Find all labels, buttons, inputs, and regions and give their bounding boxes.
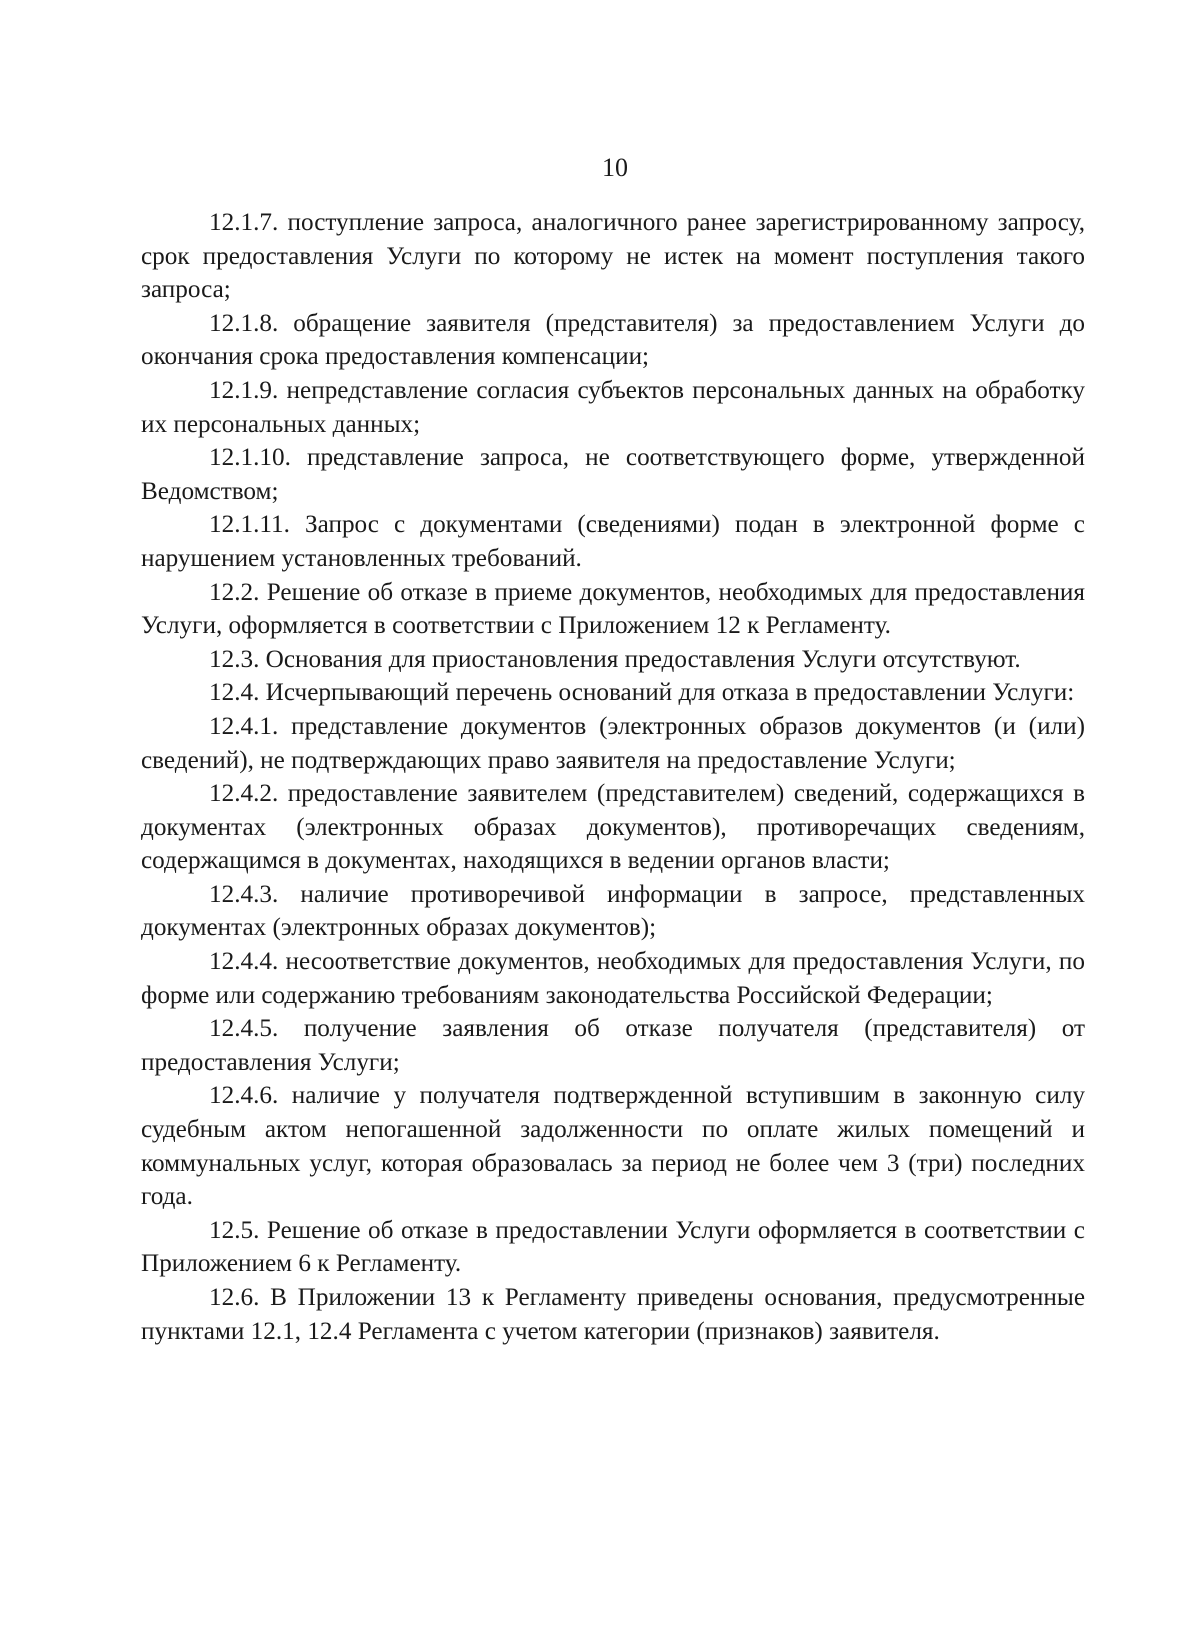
page-number: 10: [602, 153, 628, 182]
paragraph-12-4-5: 12.4.5. получение заявления об отказе получателя (представителя) от предоставления Услуги;: [141, 1015, 1085, 1076]
paragraph-12-4-1: 12.4.1. представление документов (электронных образов документов (и (или) сведений), не подтверждающих право заявителя на предоставление Услуги;: [141, 712, 1085, 774]
paragraph-12-3: 12.3. Основания для приостановления предоставления Услуги отсутствуют.: [209, 645, 1021, 673]
paragraph-12-4: 12.4. Исчерпывающий перечень оснований для отказа в предоставлении Услуги:: [209, 679, 1075, 707]
paragraph-12-1-8: 12.1.8. обращение заявителя (представителя) за предоставлением Услуги до окончания срока предоставления компенсации;: [141, 309, 1085, 371]
paragraph-12-4-4: 12.4.4. несоответствие документов, необходимых для предоставления Услуги, по форме или содержанию требованиям законодательства Российской Федерации;: [141, 948, 1085, 1009]
document-body: [141, 206, 1085, 1348]
paragraph-12-1-7: 12.1.7. поступление запроса, аналогичного ранее зарегистрированному запросу, срок предоставления Услуги по которому не истек на момент поступления такого запроса;: [141, 209, 1085, 304]
paragraph-12-1-11: 12.1.11. Запрос с документами (сведениями) подан в электронной форме с нарушением установленных требований.: [141, 511, 1085, 572]
paragraph-12-4-6: 12.4.6. наличие у получателя подтвержденной вступившим в законную силу судебным актом непогашенной задолженности по оплате жилых помещений и коммунальных услуг, которая образовалась за период не более чем 3 (три) последних года.: [141, 1082, 1085, 1211]
paragraph-12-5: 12.5. Решение об отказе в предоставлении Услуги оформляется в соответствии с Приложением 6 к Регламенту.: [141, 1216, 1085, 1278]
paragraph-12-4-3: 12.4.3. наличие противоречивой информации в запросе, представленных документах (электронных образах документов);: [141, 880, 1085, 942]
paragraph-12-4-2: 12.4.2. предоставление заявителем (представителем) сведений, содержащихся в документах (электронных образах документов), противоречащих сведениям, содержащимся в документах, находящихся в ведении органов власти;: [141, 780, 1085, 875]
paragraph-12-1-9: 12.1.9. непредставление согласия субъектов персональных данных на обработку их персональных данных;: [141, 376, 1085, 438]
paragraph-12-1-10: 12.1.10. представление запроса, не соответствующего форме, утвержденной Ведомством;: [141, 444, 1085, 505]
paragraph-12-6: 12.6. В Приложении 13 к Регламенту приведены основания, предусмотренные пунктами 12.1, 12.4 Регламента с учетом категории (признаков) заявителя.: [141, 1284, 1085, 1345]
paragraph-12-2: 12.2. Решение об отказе в приеме документов, необходимых для предоставления Услуги, оформляется в соответствии с Приложением 12 к Регламенту.: [141, 578, 1085, 640]
